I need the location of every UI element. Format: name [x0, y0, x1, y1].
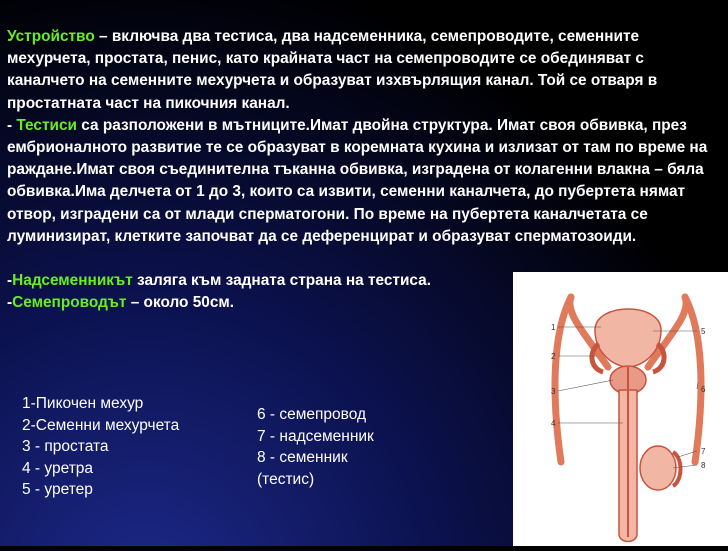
epididymis-prefix: - — [7, 272, 13, 290]
legend-item: (тестис) — [257, 470, 315, 488]
paragraph-structure — [7, 26, 721, 115]
label-5: 5 — [701, 327, 706, 336]
term-vas-deferens: Семепроводът — [12, 294, 127, 312]
legend-left — [22, 393, 179, 501]
paragraph-testes — [7, 115, 721, 248]
epididymis-text: заляга към задната страна на тестиса. — [132, 272, 431, 290]
label-2: 2 — [551, 352, 556, 361]
anatomy-figure — [513, 272, 728, 546]
structure-text: – включва два тестиса, два надсеменника, семепроводите, семенните мехурчета, простата, пенис, като крайната част на семепроводите се обединяват с каналчето на семенните мехурчета и образуват изхвърлящия канал. Той се отваря в простатната част на пикочния канал. — [7, 28, 658, 112]
label-3: 3 — [551, 387, 556, 396]
term-structure: Устройство — [7, 28, 95, 45]
label-8: 8 — [701, 461, 706, 470]
legend-right — [257, 404, 374, 490]
vas-text: – около 50см. — [126, 294, 235, 312]
legend-item: 8 - семенник — [257, 449, 348, 466]
testis — [640, 446, 676, 490]
legend-item: 1-Пикочен мехур — [22, 395, 144, 412]
label-4: 4 — [551, 419, 556, 428]
label-7: 7 — [701, 447, 706, 456]
term-testes: Тестиси — [16, 116, 77, 134]
label-6: 6 — [701, 385, 706, 394]
reproductive-system-illustration — [513, 272, 728, 546]
spacer — [7, 248, 721, 270]
legend-item: 3 - простата — [22, 438, 109, 455]
legend-item: 7 - надсеменник — [257, 427, 374, 445]
legend-item: 2-Семенни мехурчета — [22, 416, 180, 434]
legend-item: 4 - уретра — [22, 459, 94, 477]
legend-item: 6 - семепровод — [257, 406, 367, 423]
testes-text: са разположени в мътниците.Имат двойна структура. Имат своя обвивка, през ембрионалното развитие те се образуват в коремната кухина и излизат от там по време на раждане.Имат своя съединителна тъканна обвивка, изградена от колагенни влакна – бяла обвивка.Има делчета от 1 до 3, които са извити, семенни каналчета, до пубертета нямат отвор, изградени са от млади сперматогони. По време на пубертета каналчетата се луминизират, клетките започват да се деференцират и образуват сперматозоиди. — [7, 116, 708, 245]
legend-item: 5 - уретер — [22, 481, 93, 498]
vas-prefix: - — [7, 294, 13, 312]
label-1: 1 — [551, 323, 556, 332]
term-epididymis: Надсеменникът — [12, 272, 133, 290]
testes-prefix: - — [7, 116, 17, 134]
